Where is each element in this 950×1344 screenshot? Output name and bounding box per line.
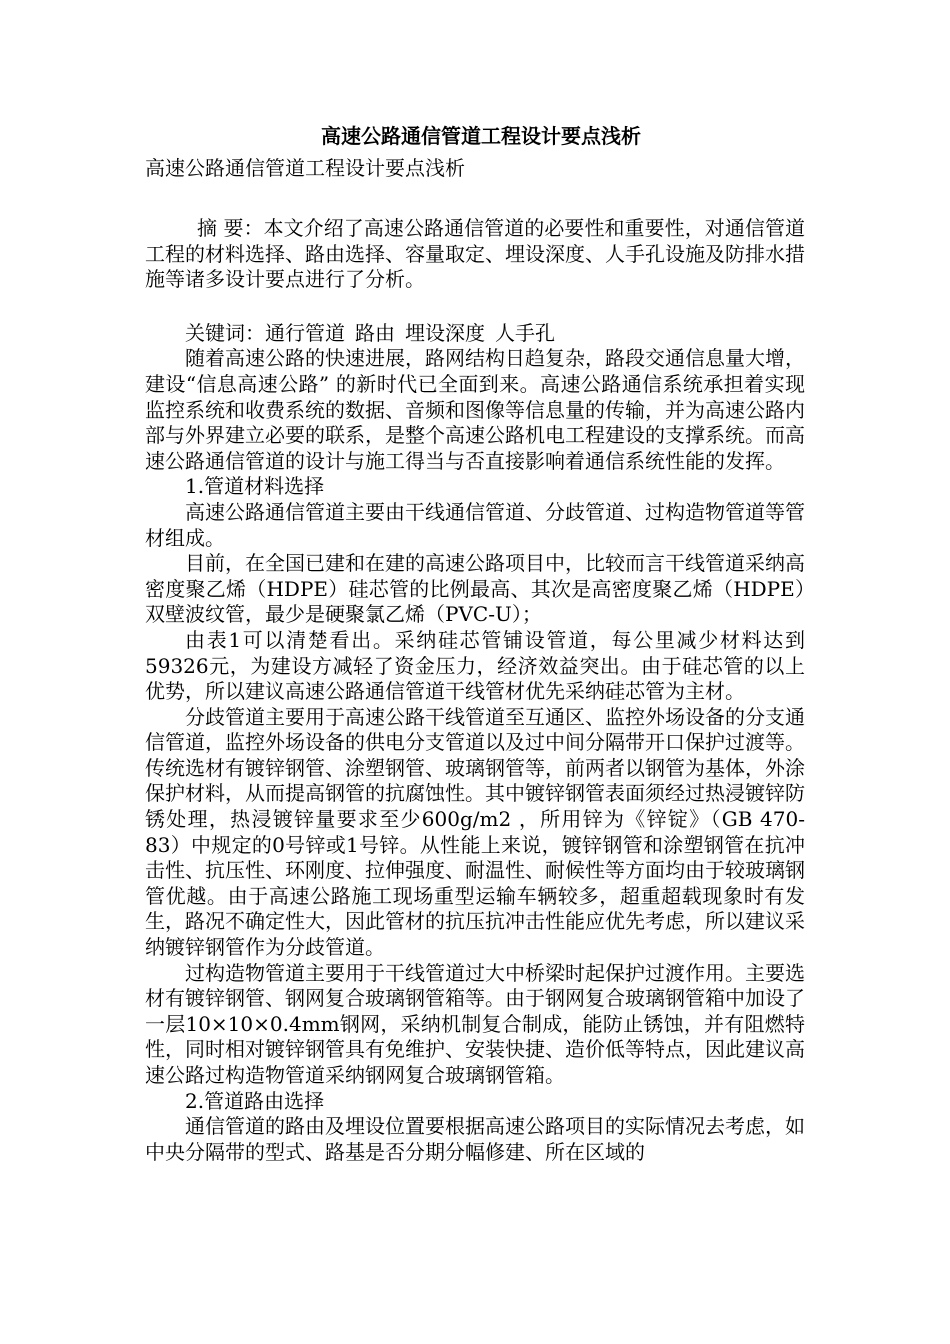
keyword-item: 路由 — [355, 320, 395, 345]
body-paragraph: 过构造物管道主要用于干线管道过大中桥梁时起保护过渡作用。主要选材有镀锌钢管、钢网复合玻璃钢管箱等。由于钢网复合玻璃钢管箱中加设了一层10×10×0.4mm钢网，采纳机制复合制成，能防止锈蚀，并有阻燃特性，同时相对镀锌钢管具有免维护、安装快捷、造价低等特点，因此建议高速公路过构造物管道采纳钢网复合玻璃钢管箱。 — [145, 960, 805, 1087]
body-paragraph: 通信管道的路由及埋设位置要根据高速公路项目的实际情况去考虑，如中央分隔带的型式、路基是否分期分幅修建、所在区域的 — [145, 1114, 805, 1164]
keyword-item: 通行管道 — [265, 320, 345, 345]
body-paragraph: 高速公路通信管道主要由干线通信管道、分歧管道、过构造物管道等管材组成。 — [145, 499, 805, 550]
keywords-label: 关键词： — [185, 320, 265, 345]
keywords-line — [145, 321, 805, 347]
section-heading: 2.管道路由选择 — [185, 1088, 325, 1113]
body-paragraph: 由表1可以清楚看出。采纳硅芯管铺设管道，每公里减少材料达到59326元，为建设方减轻了资金压力，经济效益突出。由于硅芯管的以上优势，所以建议高速公路通信管道干线管材优先采纳硅芯管为主材。 — [145, 627, 805, 704]
body-paragraph: 随着高速公路的快速进展，路网结构日趋复杂，路段交通信息量大增，建设“信息高速公路” 的新时代已全面到来。高速公路通信系统承担着实现监控系统和收费系统的数据、音频和图像等信息量的传输，并为高速公路内部与外界建立必要的联系，是整个高速公路机电工程建设的支撑系统。而高速公路通信管道的设计与施工得当与否直接影响着通信系统性能的发挥。 — [145, 346, 805, 473]
document-title: 高速公路通信管道工程设计要点浅析 — [321, 124, 641, 148]
body-paragraph: 分歧管道主要用于高速公路干线管道至互通区、监控外场设备的分支通信管道，监控外场设备的供电分支管道以及过中间分隔带开口保护过渡等。传统选材有镀锌钢管、涂塑钢管、玻璃钢管等，前两者以钢管为基体，外涂保护材料，从而提高钢管的抗腐蚀性。其中镀锌钢管表面须经过热浸镀锌防锈处理，热浸镀锌量要求至少600g/m2 ，所用锌为《锌锭》（GB 470-83）中规定的0号锌或1号锌。从性能上来说，镀锌钢管和涂塑钢管在抗冲击性、抗压性、环刚度、拉伸强度、耐温性、耐候性等方面均由于较玻璃钢管优越。由于高速公路施工现场重型运输车辆较多，超重超载现象时有发生，路况不确定性大，因此管材的抗压抗冲击性能应优先考虑，所以建议采纳镀锌钢管作为分歧管道。 — [145, 704, 805, 960]
document-subtitle: 高速公路通信管道工程设计要点浅析 — [145, 156, 465, 180]
keyword-item: 人手孔 — [495, 320, 555, 345]
keyword-item: 埋设深度 — [405, 320, 485, 345]
body-paragraph: 目前，在全国已建和在建的高速公路项目中，比较而言干线管道采纳高密度聚乙烯（HDPE）硅芯管的比例最高、其次是高密度聚乙烯（HDPE）双壁波纹管，最少是硬聚氯乙烯（PVC-U）； — [145, 551, 805, 627]
document-page — [145, 118, 805, 1165]
section-heading: 1.管道材料选择 — [185, 474, 325, 499]
abstract-paragraph: 摘 要：本文介绍了高速公路通信管道的必要性和重要性，对通信管道工程的材料选择、路由选择、容量取定、埋设深度、人手孔设施及防排水措施等诸多设计要点进行了分析。 — [145, 216, 805, 292]
